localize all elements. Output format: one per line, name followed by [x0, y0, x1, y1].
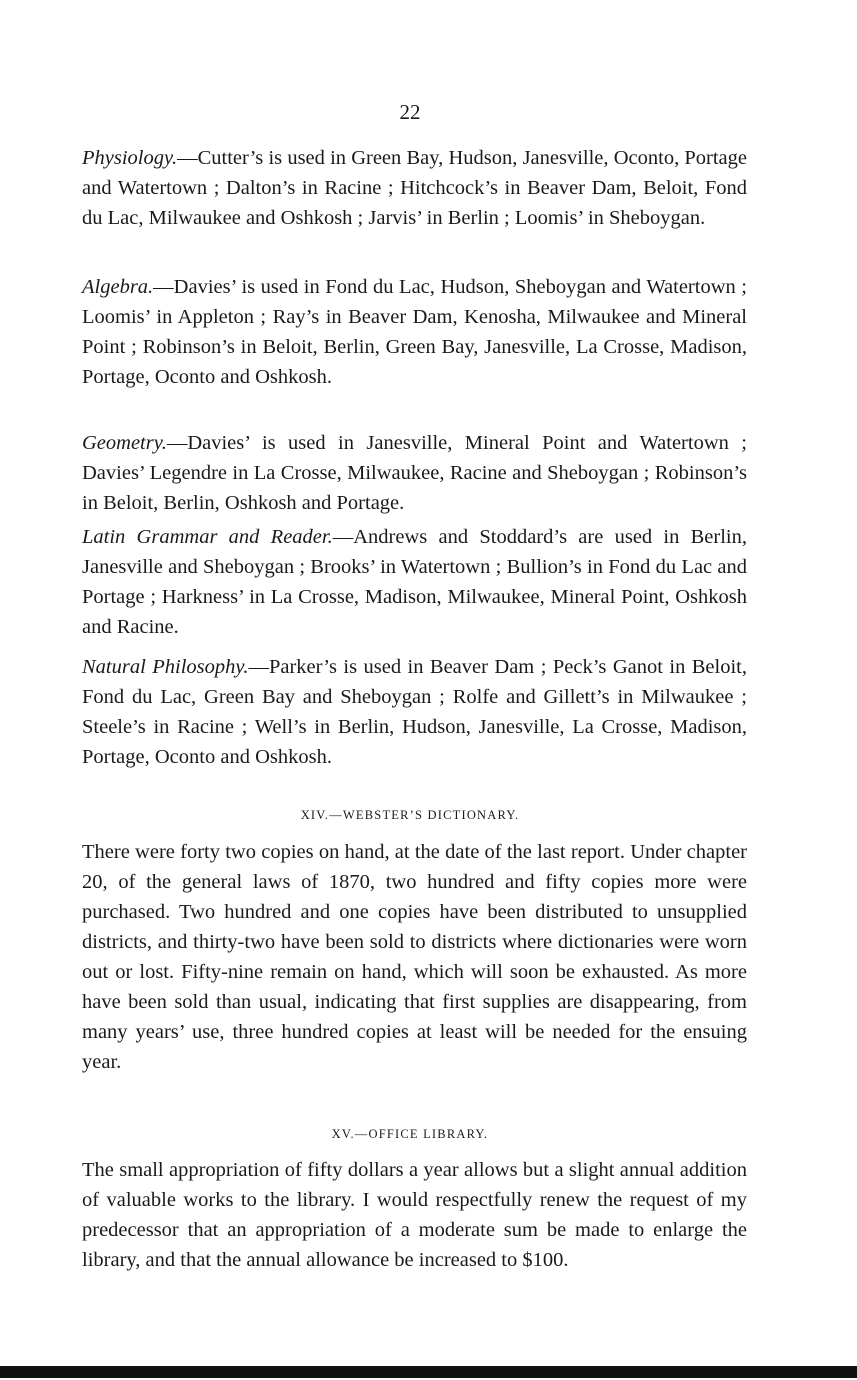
bottom-border	[0, 1366, 857, 1378]
section-heading-xv: XV.—OFFICE LIBRARY.	[331, 1127, 489, 1141]
paragraph-algebra	[82, 272, 747, 392]
paragraph-natural-philosophy	[82, 652, 747, 772]
subject-label: Physiology.	[82, 147, 178, 169]
paragraph-text: —Davies’ is used in Janesville, Mineral Point and Watertown ; Davies’ Legendre in La Crosse, Milwaukee, Racine and Sheboygan ; Robinson’s in Beloit, Berlin, Oshkosh and Portage.	[82, 432, 747, 514]
paragraph-library: The small appropriation of fifty dollars a year allows but a slight annual addition of valuable works to the library. I would respectfully renew the request of my predecessor that an appropriation of a moderate sum be made to enlarge the library, and that the annual allowance be increased to $100.	[82, 1159, 747, 1271]
section-heading-xiv: XIV.—WEBSTER’S DICTIONARY.	[300, 808, 520, 822]
subject-label: Natural Philosophy.	[82, 656, 249, 678]
paragraph-text: —Andrews and Stoddard’s are used in Berlin, Janesville and Sheboygan ; Brooks’ in Watertown ; Bullion’s in Fond du Lac and Portage ; Harkness’ in La Crosse, Madison, Milwaukee, Mineral Point, Oshkosh and Racine.	[82, 526, 747, 638]
paragraph-dictionary: There were forty two copies on hand, at the date of the last report. Under chapter 20, of the general laws of 1870, two hundred and fifty copies more were purchased. Two hundred and one copies have been distributed to unsupplied districts, and thirty-two have been sold to districts where dictionaries were worn out or lost. Fifty-nine remain on hand, which will soon be exhausted. As more have been sold than usual, indicating that first supplies are disappearing, from many years’ use, three hundred copies at least will be needed for the ensuing year.	[82, 841, 747, 1073]
paragraph-physiology	[82, 143, 747, 233]
paragraph-geometry	[82, 428, 747, 518]
paragraph-text: —Cutter’s is used in Green Bay, Hudson, Janesville, Oconto, Portage and Watertown ; Dalton’s in Racine ; Hitchcock’s in Beaver Dam, Beloit, Fond du Lac, Milwaukee and Oshkosh ; Jarvis’ in Berlin ; Loomis’ in Sheboygan.	[82, 147, 747, 229]
paragraph-latin	[82, 522, 747, 642]
subject-label: Geometry.	[82, 432, 167, 454]
page-number: 22	[399, 100, 421, 124]
subject-label: Algebra.	[82, 276, 154, 298]
subject-label: Latin Grammar and Reader.	[82, 526, 333, 548]
paragraph-text: —Davies’ is used in Fond du Lac, Hudson, Sheboygan and Watertown ; Loomis’ in Appleton ; Ray’s in Beaver Dam, Kenosha, Milwaukee and Mineral Point ; Robinson’s in Beloit, Berlin, Green Bay, Janesville, La Crosse, Madison, Portage, Oconto and Oshkosh.	[82, 276, 747, 388]
paragraph-text: —Parker’s is used in Beaver Dam ; Peck’s Ganot in Beloit, Fond du Lac, Green Bay and Sheboygan ; Rolfe and Gillett’s in Milwaukee ; Steele’s in Racine ; Well’s in Berlin, Hudson, Janesville, La Crosse, Madison, Portage, Oconto and Oshkosh.	[82, 656, 747, 768]
